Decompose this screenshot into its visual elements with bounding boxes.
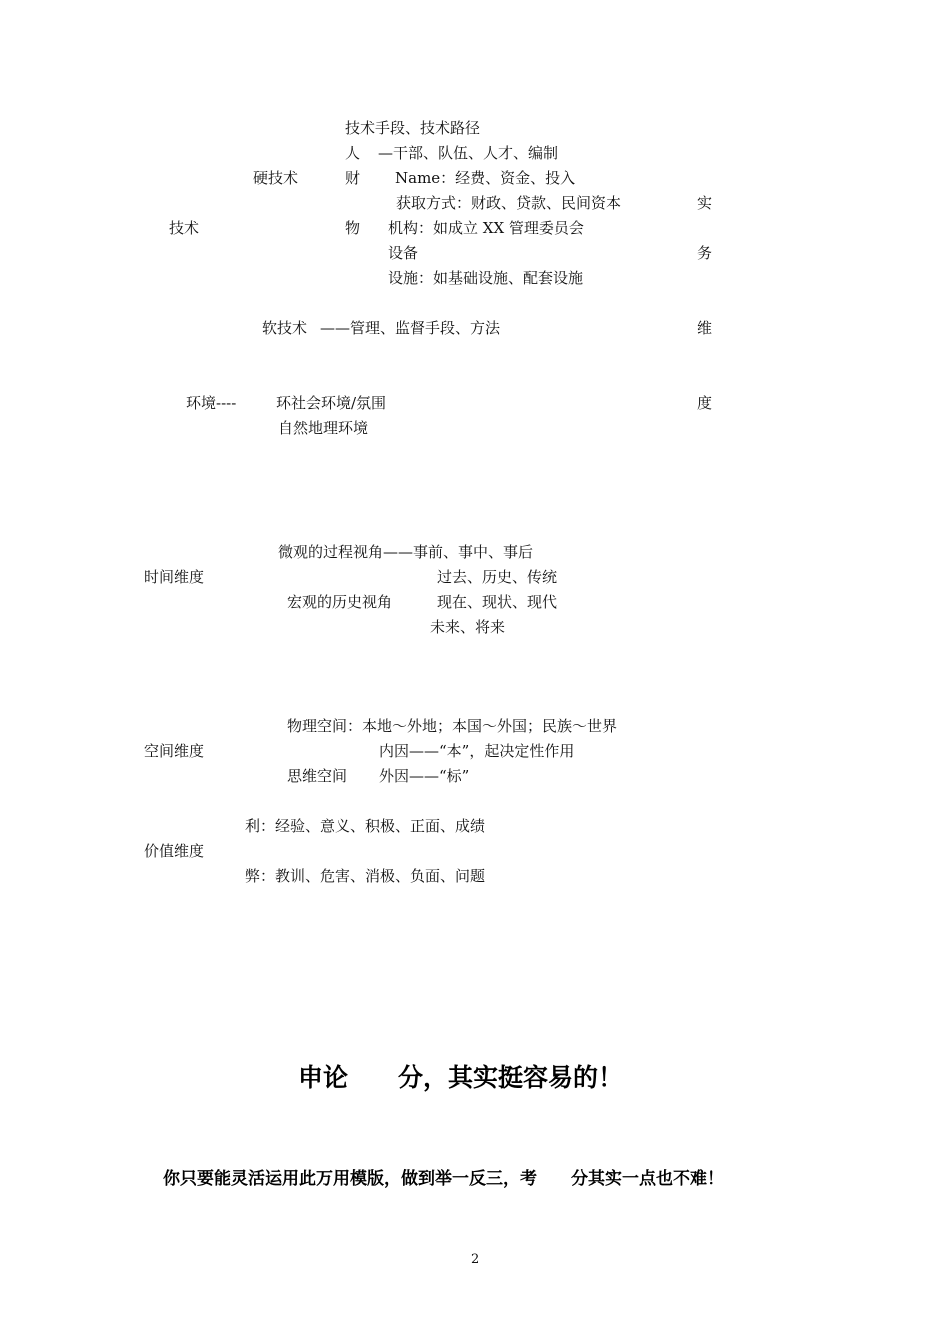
time-micro: 微观的过程视角——事前、事中、事后 [278, 543, 534, 561]
tech-means-line: 技术手段、技术路径 [345, 119, 481, 137]
space-thinking: 思维空间 [287, 767, 348, 785]
subline: 你只要能灵活运用此万用模版，做到举一反三，考 分其实一点也不难！ [163, 1169, 724, 1189]
space-physical: 物理空间：本地～外地；本国～外国；民族～世界 [287, 717, 618, 735]
time-label: 时间维度 [144, 568, 205, 586]
cai-name: Name：经费、资金、投入 [395, 169, 576, 187]
wu-facility: 设施：如基础设施、配套设施 [388, 269, 584, 287]
space-external: 外因——“标” [379, 767, 470, 785]
env-natural: 自然地理环境 [278, 419, 369, 437]
hard-tech-label: 硬技术 [253, 169, 299, 187]
vertical-label-char: 度 [697, 394, 713, 412]
wu-equip: 设备 [388, 244, 419, 262]
wu-label: 物 [345, 219, 361, 237]
headline: 申论 分，其实挺容易的！ [298, 1063, 624, 1092]
page-number: 2 [471, 1252, 480, 1267]
wu-org: 机构：如成立 XX 管理委员会 [388, 219, 584, 237]
time-macro: 宏观的历史视角 [287, 593, 393, 611]
time-future: 未来、将来 [430, 618, 506, 636]
vertical-label-char: 实 [697, 194, 713, 212]
soft-tech-detail: ——管理、监督手段、方法 [320, 319, 501, 337]
ren-label: 人 [345, 144, 361, 162]
vertical-label-char: 务 [697, 244, 713, 262]
value-label: 价值维度 [144, 842, 205, 860]
vertical-label-char: 维 [697, 319, 713, 337]
env-label: 环境---- [186, 394, 237, 412]
space-label: 空间维度 [144, 742, 205, 760]
ren-detail: —干部、队伍、人才、编制 [378, 144, 559, 162]
cai-label: 财 [345, 169, 361, 187]
time-present: 现在、现状、现代 [437, 593, 558, 611]
tech-label: 技术 [169, 219, 200, 237]
space-internal: 内因——“本”，起决定性作用 [379, 742, 575, 760]
value-con: 弊：教训、危害、消极、负面、问题 [245, 867, 486, 885]
time-past: 过去、历史、传统 [437, 568, 558, 586]
env-social: 环社会环境/氛围 [276, 394, 387, 412]
cai-source: 获取方式：财政、贷款、民间资本 [396, 194, 622, 212]
soft-tech-label: 软技术 [262, 319, 308, 337]
value-pro: 利：经验、意义、积极、正面、成绩 [245, 817, 486, 835]
